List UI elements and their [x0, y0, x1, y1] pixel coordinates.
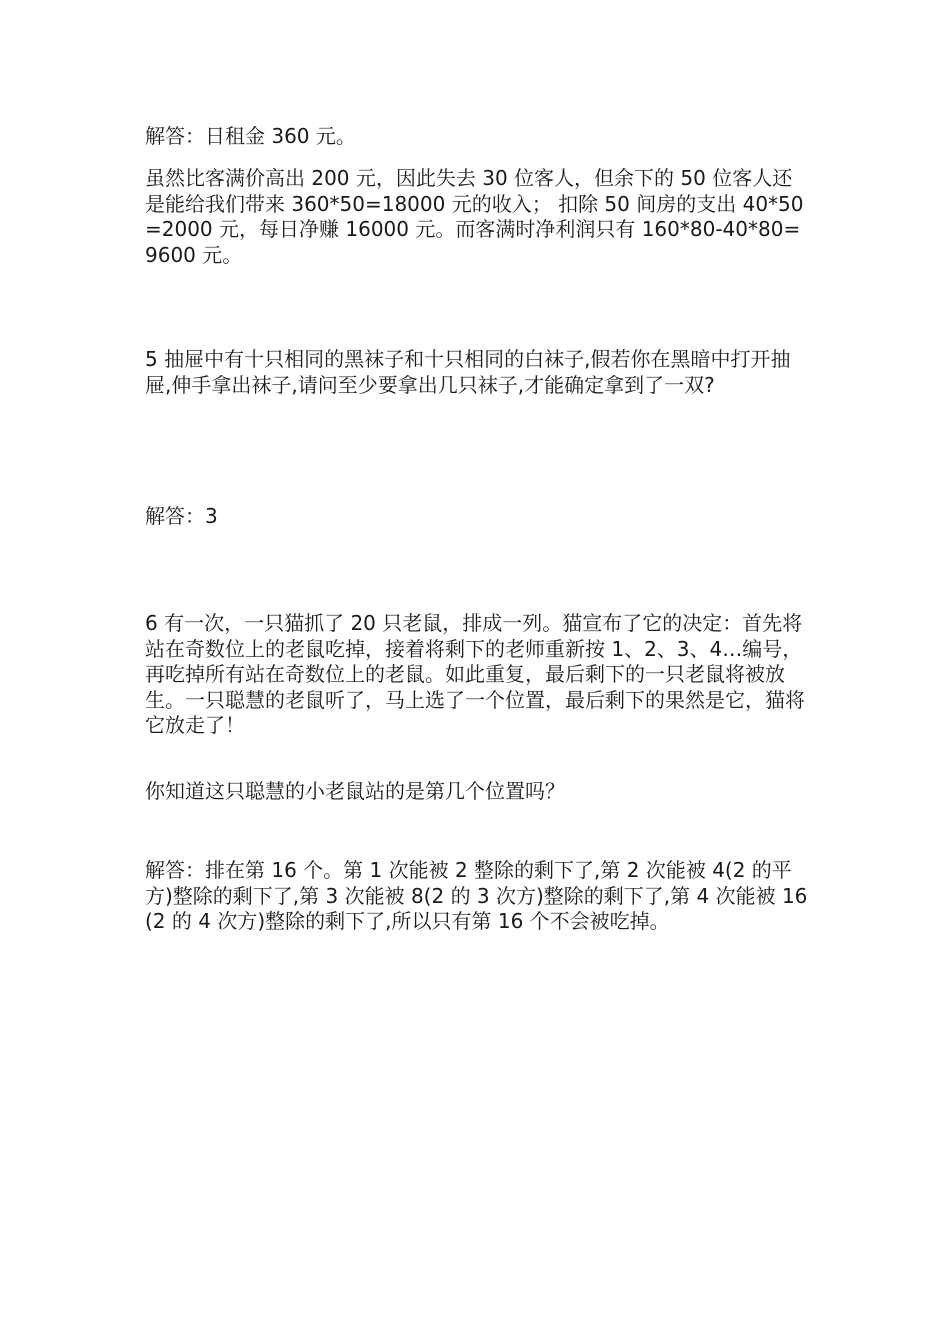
- answer-explanation: 虽然比客满价高出 200 元，因此失去 30 位客人，但余下的 50 位客人还是能给我们带来 360*50=18000 元的收入； 扣除 50 间房的支出 40*50=2000 元，每日净赚 16000 元。而客满时净利润只有 160*80-40*80=9600 元。: [145, 166, 804, 267]
- question-6-mice: 6 有一次，一只猫抓了 20 只老鼠，排成一列。猫宣布了它的决定：首先将站在奇数位上的老鼠吃掉，接着将剩下的老师重新按 1、2、3、4…编号，再吃掉所有站在奇数位上的老鼠。如此重复，最后剩下的一只老鼠将被放生。一只聪慧的老鼠听了，马上选了一个位置，最后剩下的果然是它，猫将它放走了！: [145, 611, 805, 737]
- question-5-socks: 5 抽屉中有十只相同的黑袜子和十只相同的白袜子,假若你在黑暗中打开抽屉,伸手拿出袜子,请问至少要拿出几只袜子,才能确定拿到了一双?: [145, 347, 791, 397]
- answer-5: 解答：3: [145, 504, 218, 528]
- answer-6: 解答：排在第 16 个。第 1 次能被 2 整除的剩下了,第 2 次能被 4(2 的平方)整除的剩下了,第 3 次能被 8(2 的 3 次方)整除的剩下了,第 4 次能被 16(2 的 4 次方)整除的剩下了,所以只有第 16 个不会被吃掉。: [145, 858, 808, 933]
- answer-daily-rent: 解答：日租金 360 元。: [145, 124, 356, 148]
- question-6-prompt: 你知道这只聪慧的小老鼠站的是第几个位置吗？: [145, 779, 565, 803]
